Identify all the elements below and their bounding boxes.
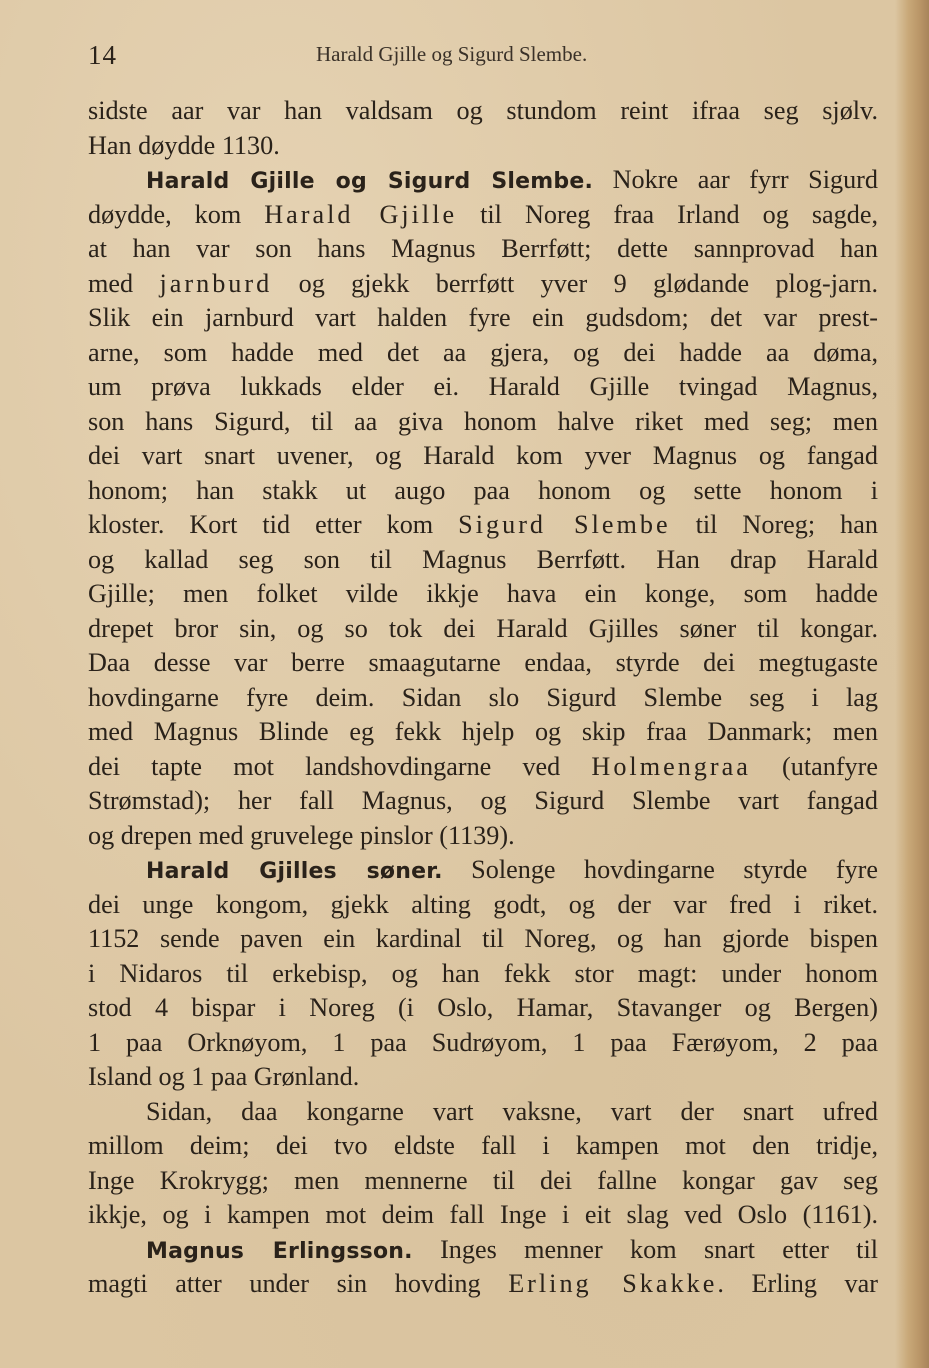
text-run: 1152 sende paven ein kardinal til Noreg, og han gjorde bispen: [88, 924, 878, 953]
text-line: [88, 1129, 878, 1164]
text-line: [88, 681, 878, 716]
text-run: 1 paa Orknøyom, 1 paa Sudrøyom, 1 paa Færøyom, 2 paa: [88, 1027, 878, 1057]
text-line: [88, 577, 878, 612]
text-line: [88, 267, 878, 302]
text-line: [88, 370, 878, 405]
text-line: [88, 129, 878, 164]
text-run: og drepen med gruvelege pinslor (1139).: [88, 820, 515, 850]
text-line: [88, 543, 878, 578]
text-run: Strømstad); her fall Magnus, og Sigurd Slembe vart fangad: [88, 786, 878, 815]
text-line: [88, 888, 878, 923]
text-line: [88, 715, 878, 750]
text-run: og gjekk berrføtt yver 9 glødande plog-jarn.: [272, 268, 878, 298]
text-run: honom; han stakk ut augo paa honom og sette honom i: [88, 475, 878, 505]
running-head: [88, 38, 878, 74]
text-run: dei tapte mot landshovdingarne ved: [88, 751, 592, 781]
emphasized-name: Holmengraa: [591, 751, 751, 781]
text-run: Inges menner kom snart etter til: [412, 1234, 878, 1264]
body-text: [88, 94, 878, 1302]
text-run: Solenge hovdingarne styrde fyre: [442, 855, 878, 884]
text-run: Inge Krokrygg; men mennerne til dei fallne kongar gav seg: [88, 1165, 878, 1195]
text-line: [88, 612, 878, 647]
text-run: . Erling var: [717, 1269, 878, 1298]
page-number: 14: [88, 40, 117, 70]
text-line: [88, 991, 878, 1026]
text-run: Gjille; men folket vilde ikkje hava ein konge, som hadde: [88, 579, 878, 608]
text-line: [88, 163, 878, 198]
emphasized-name: Erling Skakke: [508, 1269, 718, 1298]
text-run: magti atter under sin hovding: [88, 1269, 509, 1298]
section-heading: Harald Gjilles søner.: [146, 859, 443, 884]
text-run: Island og 1 paa Grønland.: [88, 1062, 360, 1091]
text-line: [88, 646, 878, 681]
text-run: hovdingarne fyre deim. Sidan slo Sigurd Slembe seg i lag: [88, 682, 878, 712]
text-run: til Noreg; han: [670, 510, 878, 539]
text-run: Daa desse var berre smaagutarne endaa, styrde dei megtugaste: [88, 648, 878, 677]
text-line: [88, 94, 878, 129]
text-line: [88, 439, 878, 474]
emphasized-name: Sigurd Slembe: [458, 510, 671, 539]
emphasized-name: jarnburd: [159, 268, 273, 298]
text-run: arne, som hadde med det aa gjera, og dei hadde aa døma,: [88, 337, 878, 367]
text-line: [88, 819, 878, 854]
text-line: [88, 1164, 878, 1199]
text-run: med Magnus Blinde eg fekk hjelp og skip fraa Danmark; men: [88, 717, 878, 746]
text-line: [88, 1233, 878, 1268]
text-run: Nokre aar fyrr Sigurd: [593, 165, 878, 194]
text-run: i Nidaros til erkebisp, og han fekk stor magt: under honom: [88, 958, 878, 988]
text-run: Han døydde 1130.: [88, 130, 280, 160]
text-line: [88, 922, 878, 957]
text-run: Slik ein jarnburd vart halden fyre ein gudsdom; det var prest-: [88, 303, 878, 332]
section-heading: Magnus Erlingsson.: [146, 1238, 413, 1264]
text-line: [88, 301, 878, 336]
text-run: Sidan, daa kongarne vart vaksne, vart der snart ufred: [146, 1096, 878, 1126]
text-line: [88, 1060, 878, 1095]
text-line: [88, 784, 878, 819]
text-run: dei unge kongom, gjekk alting godt, og der var fred i riket.: [88, 889, 878, 919]
text-run: ikkje, og i kampen mot deim fall Inge i eit slag ved Oslo (1161).: [88, 1200, 878, 1229]
text-run: stod 4 bispar i Noreg (i Oslo, Hamar, Stavanger og Bergen): [88, 993, 878, 1022]
section-heading: Harald Gjille og Sigurd Slembe.: [146, 169, 594, 194]
emphasized-name: Harald Gjille: [264, 199, 458, 229]
text-line: [88, 750, 878, 785]
text-line: [88, 1026, 878, 1061]
text-run: dei vart snart uvener, og Harald kom yver Magnus og fangad: [88, 441, 878, 470]
text-line: [88, 508, 878, 543]
text-line: [88, 474, 878, 509]
text-run: um prøva lukkads elder ei. Harald Gjille tvingad Magnus,: [88, 372, 878, 401]
text-line: [88, 198, 878, 233]
page-edge: [895, 0, 929, 1368]
text-run: til Noreg fraa Irland og sagde,: [457, 199, 879, 229]
text-run: at han var son hans Magnus Berrføtt; dette sannprovad han: [88, 234, 878, 263]
text-line: [88, 336, 878, 371]
text-line: [88, 1198, 878, 1233]
text-run: døydde, kom: [88, 199, 265, 229]
text-line: [88, 853, 878, 888]
text-line: [88, 1095, 878, 1130]
text-line: [88, 1267, 878, 1302]
text-run: med: [88, 268, 160, 298]
text-run: millom deim; dei tvo eldste fall i kampen mot den tridje,: [88, 1131, 878, 1160]
running-title: Harald Gjille og Sigurd Slembe.: [316, 42, 588, 66]
text-run: kloster. Kort tid etter kom: [88, 510, 459, 539]
text-run: son hans Sigurd, til aa giva honom halve riket med seg; men: [88, 406, 878, 436]
text-run: sidste aar var han valdsam og stundom reint ifraa seg sjølv.: [88, 96, 878, 125]
text-line: [88, 405, 878, 440]
text-run: og kallad seg son til Magnus Berrføtt. Han drap Harald: [88, 544, 878, 574]
text-line: [88, 957, 878, 992]
text-run: drepet bror sin, og so tok dei Harald Gjilles søner til kongar.: [88, 613, 878, 643]
text-line: [88, 232, 878, 267]
text-run: (utanfyre: [750, 751, 878, 781]
